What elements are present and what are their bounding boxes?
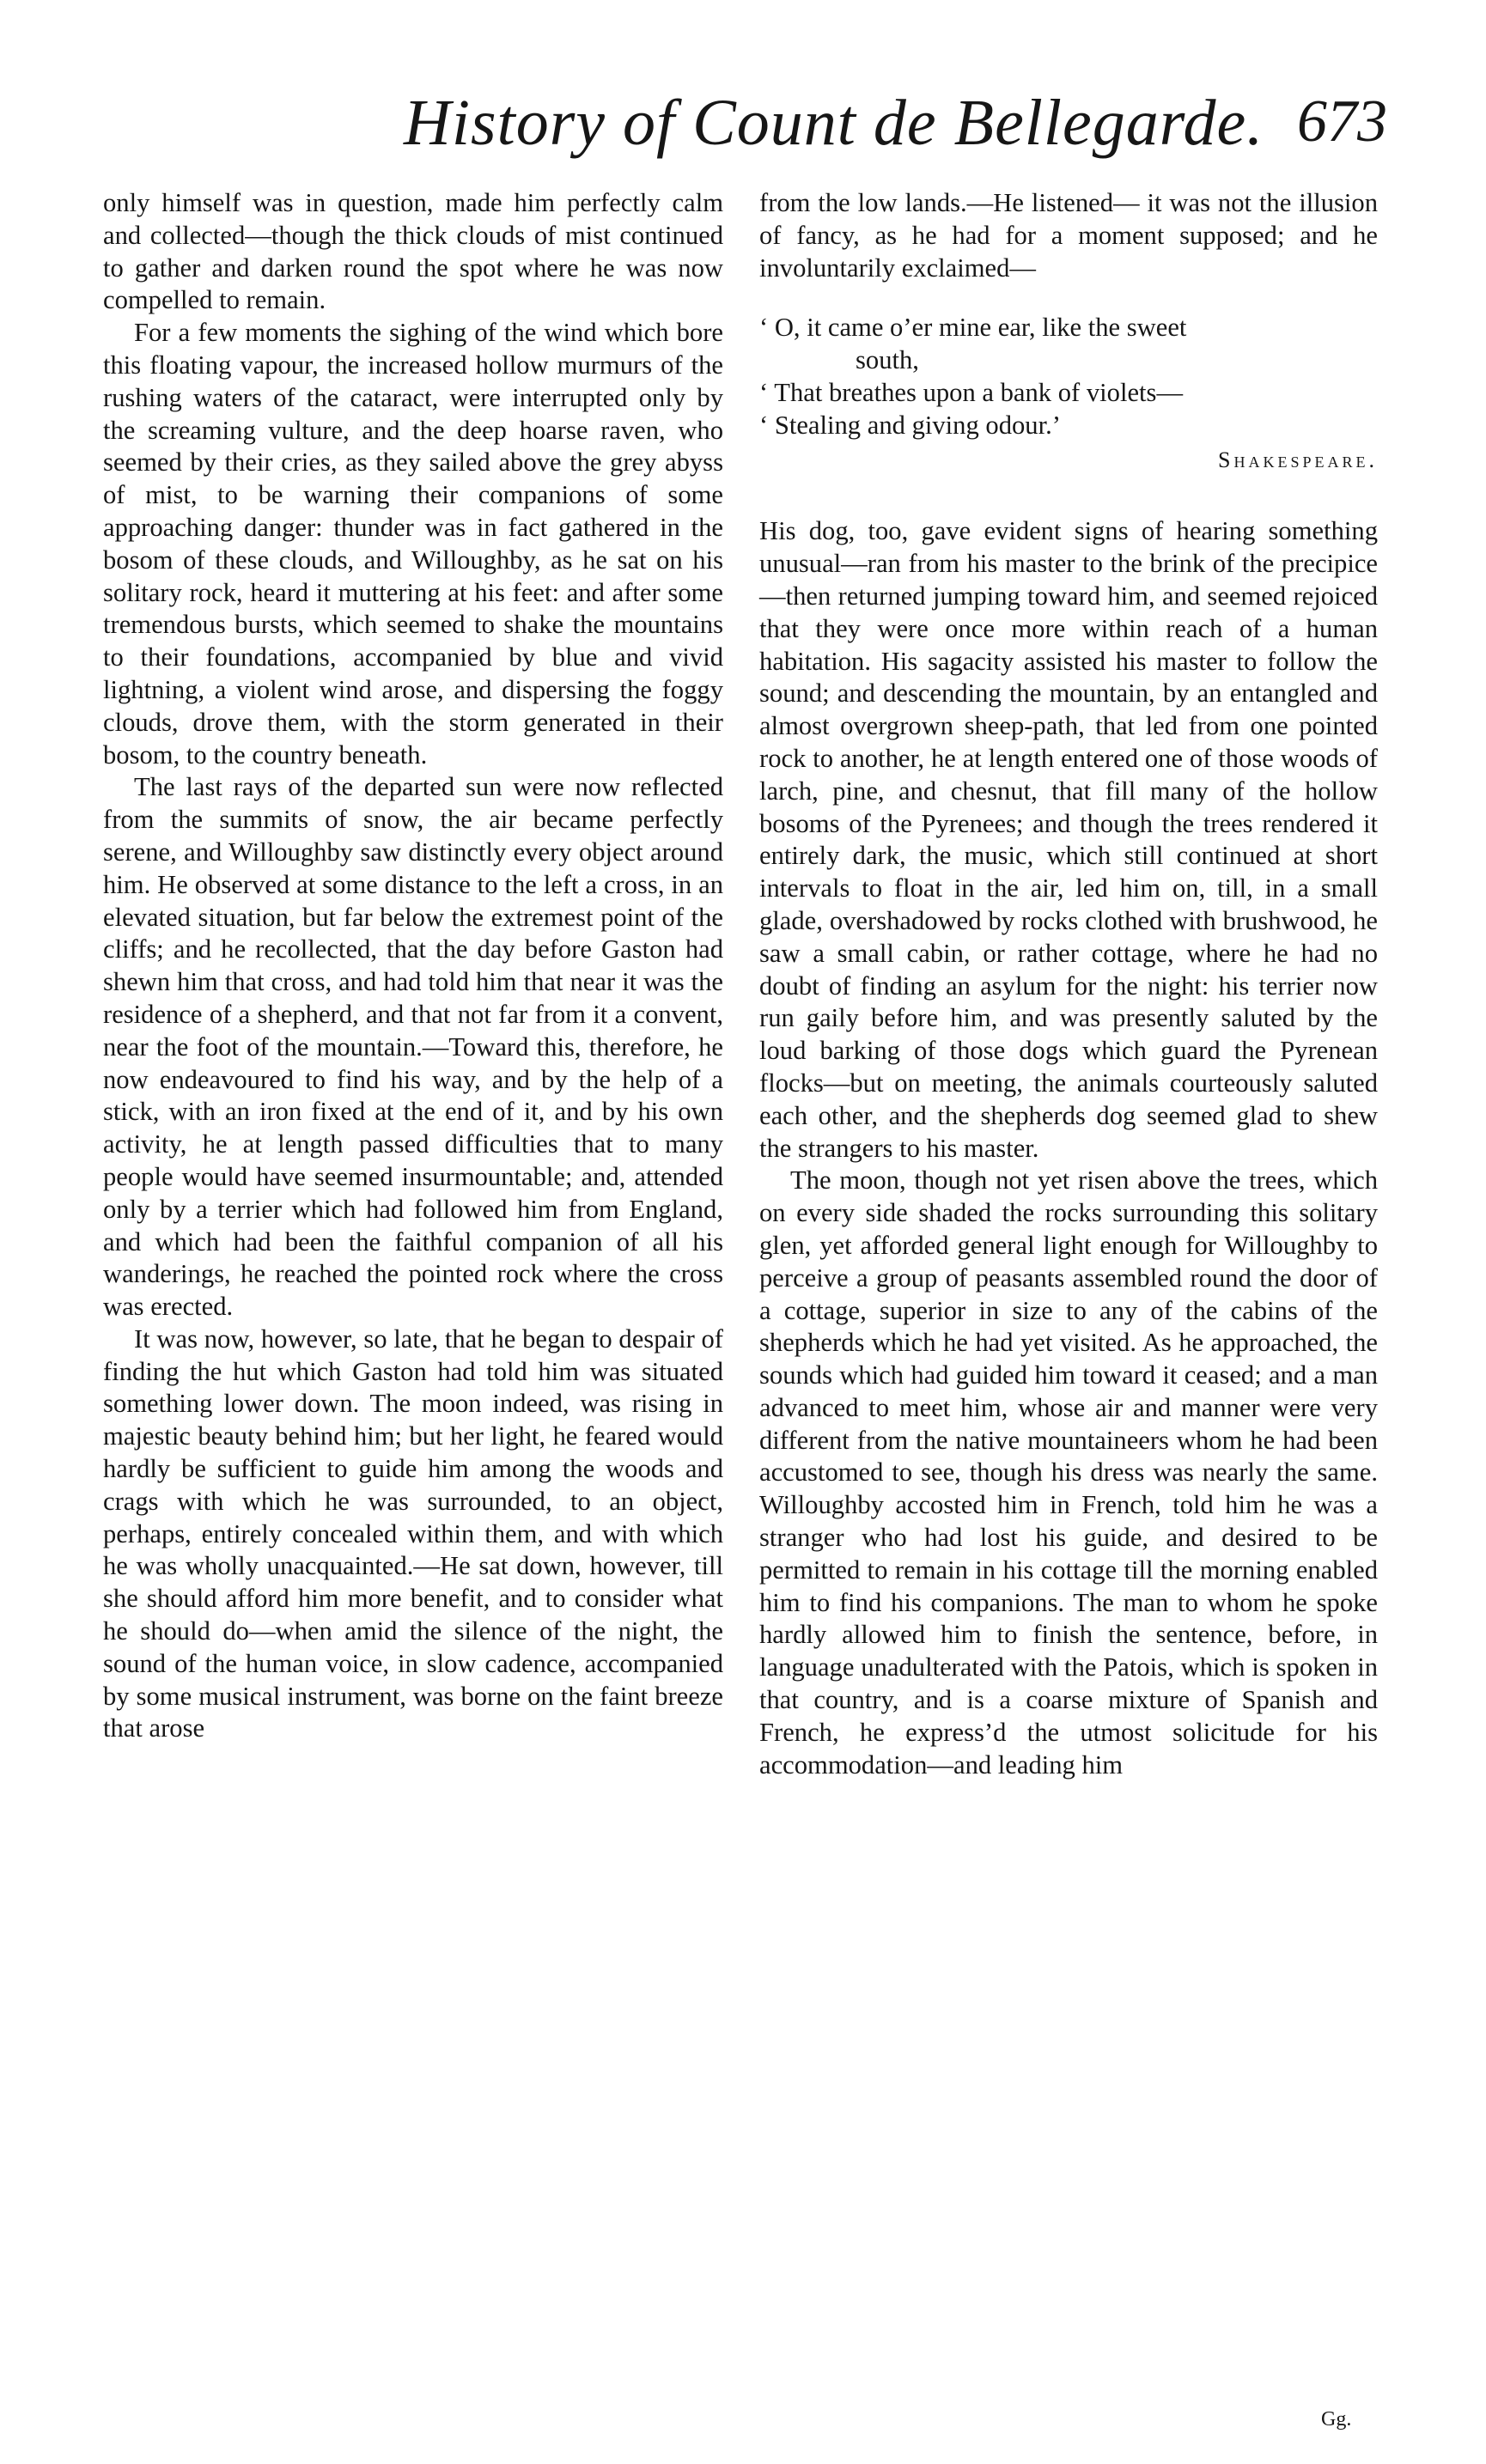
running-title: History of Count de Bellegarde. bbox=[404, 87, 1264, 159]
quote-line: ‘ O, it came o’er mine ear, like the sweet bbox=[759, 313, 1187, 343]
paragraph: For a few moments the sighing of the wind which bore this floating vapour, the increased hollow murmurs of the rushing waters of the cataract, were interrupted only by the screaming vulture, and the deep hoarse raven, who seemed by their cries, as they sailed above the grey abyss of mist, to be warning their companions of some approaching danger: thunder was in fact gathered in the bosom of these clouds, and Willoughby, as he sat on his solitary rock, heard it muttering at his feet: and after some tremendous bursts, which seemed to shake the mountains to their foundations, accompanied by blue and vivid lightning, a violent wind arose, and dispersing the foggy clouds, drove them, with the storm generated in their bosom, to the country beneath. bbox=[103, 318, 723, 770]
paragraph: The last rays of the departed sun were now reflected from the summits of snow, the air became perfectly serene, and Willoughby saw distinctly every object around him. He observed at some distance to the left a cross, in an elevated situation, but far below the extremest point of the cliffs; and he recollected, that the day before Gaston had shewn him that cross, and had told him that near it was the residence of a shepherd, and that not far from it a convent, near the foot of the mountain.—Toward this, therefore, he now endeavoured to find his way, and by the help of a stick, with an iron fixed at the end of it, and by his own activity, he at length passed difficulties that to many people would have seemed insurmountable; and, attended only by a terrier which had followed him from England, and which had been the faithful companion of all his wanderings, he reached the pointed rock where the cross was erected. bbox=[103, 772, 723, 1322]
spacer bbox=[759, 476, 1378, 515]
paragraph: only himself was in question, made him perfectly calm and collected—though the thick clouds of mist continued to gather and darken round the spot where he was now compelled to remain. bbox=[103, 188, 723, 315]
quote-line: south, bbox=[856, 345, 919, 375]
right-column bbox=[759, 187, 1378, 1781]
paragraph: from the low lands.—He listened— it was not the illusion of fancy, as he had for a moment supposed; and he involuntarily exclaimed— bbox=[759, 188, 1378, 283]
quote-line: ‘ That breathes upon a bank of violets— bbox=[759, 377, 1184, 407]
quote-line: ‘ Stealing and giving odour.’ bbox=[759, 410, 1061, 440]
paragraph: His dog, too, gave evident signs of hearing something unusual—ran from his master to the brink of the precipice—then returned jumping toward him, and seemed rejoiced that they were once more within reach of a human habitation. His sagacity assisted his master to follow the sound; and descending the mountain, by an entangled and almost overgrown sheep-path, that led from one pointed rock to another, he at length entered one of those woods of larch, pine, and chesnut, that fill many of the hollow bosoms of the Pyrenees; and though the trees rendered it entirely dark, the music, which still continued at short intervals to float in the air, led him on, till, in a small glade, overshadowed by rocks clothed with brushwood, he saw a small cabin, or rather cottage, where he had no doubt of finding an asylum for the night: his terrier now run gaily before him, and was presently saluted by the loud barking of those dogs which guard the Pyrenean flocks—but on meeting, the animals courteously saluted each other, and the shepherds dog seemed glad to shew the strangers to his master. bbox=[759, 516, 1378, 1163]
quote-attribution: Shakespeare. bbox=[1218, 447, 1378, 472]
page-number: 673 bbox=[1297, 88, 1387, 155]
left-column bbox=[103, 187, 723, 1745]
printer-signature: Gg. bbox=[1321, 2408, 1352, 2431]
paragraph: It was now, however, so late, that he began to despair of finding the hut which Gaston had told him was situated something lower down. The moon indeed, was rising in majestic beauty behind him; but her light, he feared would hardly be sufficient to guide him among the woods and crags with which he was surrounded, to an object, perhaps, entirely concealed within them, and with which he was wholly unacquainted.—He sat down, however, till she should afford him more benefit, and to consider what he should do—when amid the silence of the night, the sound of the human voice, in slow cadence, accompanied by some musical instrument, was borne on the faint breeze that arose bbox=[103, 1323, 723, 1743]
running-head bbox=[0, 86, 1486, 180]
paragraph: The moon, though not yet risen above the trees, which on every side shaded the rocks surrounding this solitary glen, yet afforded general light enough for Willoughby to perceive a group of peasants assembled round the door of a cottage, superior in size to any of the cabins of the shepherds which he had yet visited. As he approached, the sounds which had guided him toward it ceased; and a man advanced to meet him, whose air and manner were very different from the native mountaineers whom he had been accustomed to see, though his dress was nearly the same. Willoughby accosted him in French, told him he was a stranger who had lost his guide, and desired to be permitted to remain in his cottage till the morning enabled him to find his companions. The man to whom he spoke hardly allowed him to finish the sentence, before, in language unadulterated with the Patois, which is spoken in that country, and is a coarse mixture of Spanish and French, he express’d the utmost solicitude for his accommodation—and leading him bbox=[759, 1165, 1378, 1780]
verse-quotation bbox=[759, 312, 1378, 476]
